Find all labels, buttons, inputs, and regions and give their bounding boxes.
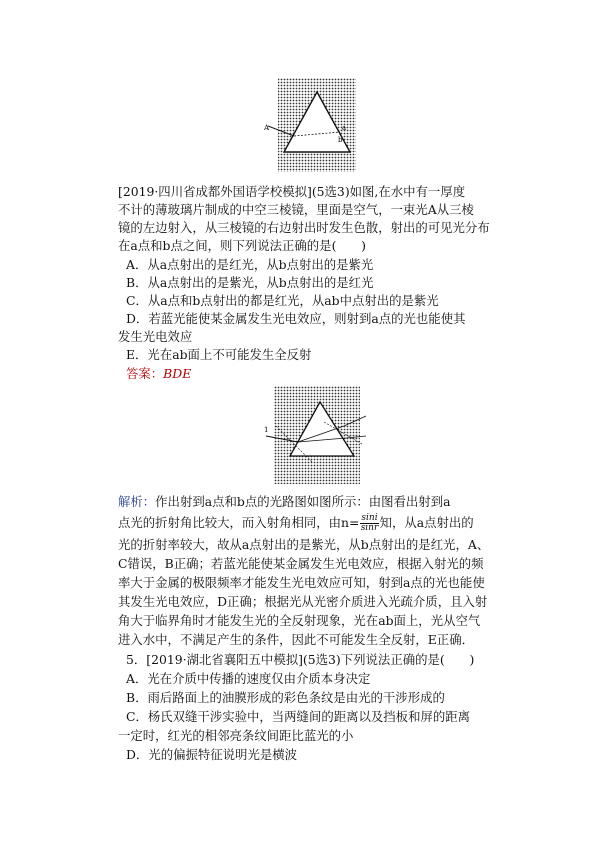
formula-fraction: [360, 514, 378, 533]
analysis-line-5: 率大于金属的极限频率才能发生光电效应可知，射到a点的光也能使: [118, 575, 485, 590]
analysis-line-1: [118, 494, 506, 510]
analysis-line-4: C错误，B正确；若蓝光能使某金属发生光电效应，根据入射光的频: [118, 556, 484, 571]
q5-option-a: A．光在介质中传播的速度仅由介质本身决定: [126, 671, 371, 686]
label-A: A: [264, 124, 270, 132]
answer-label: 答案：: [126, 366, 164, 381]
q4-option-b: B．从a点射出的是紫光，从b点射出的是红光: [126, 275, 374, 290]
q4-answer: [126, 366, 514, 382]
q4-option-e: E．光在ab面上不可能发生全反射: [126, 347, 312, 362]
q5-option-d: D．光的偏振特征说明光是横波: [126, 747, 298, 762]
analysis-line-3: 光的折射率较大，故从a点射出的是紫光，从b点射出的是红光，A、: [118, 537, 490, 552]
analysis-text-2-post: 知，从a点射出的: [379, 515, 474, 530]
analysis-line-7: 角大于临界角时才能发生光的全反射现象，光在ab面上，光从空气: [118, 613, 481, 628]
q5-option-b: B．雨后路面上的油膜形成的彩色条纹是由光的干涉形成的: [126, 690, 445, 705]
q5-stem: 5．[2019·湖北省襄阳五中模拟](5选3)下列说法正确的是( ): [126, 652, 475, 667]
label-b: b: [338, 136, 343, 144]
fraction-denominator: sinr: [360, 523, 379, 533]
prism-figure-1: [262, 78, 372, 182]
q4-option-d-cont: 发生光电效应: [118, 329, 193, 344]
q4-option-d: D．若蓝光能使某金属发生光电效应，则射到a点的光也能使其: [126, 311, 466, 326]
q4-stem-line-2: 不计的薄玻璃片制成的中空三棱镜，里面是空气，一束光A从三棱: [118, 202, 474, 217]
analysis-line-6: 其发生光电效应，D正确；根据光从光密介质进入光疏介质，且入射: [118, 594, 488, 609]
q4-stem-line-3: 镜的左边射入，从三棱镜的右边射出时发生色散，射出的可见光分布: [118, 220, 490, 235]
analysis-text-1: 作出射到a点和b点的光路图如图所示：由图看出射到a: [155, 494, 451, 509]
q4-option-c: C．从a点和b点射出的都是红光，从ab中点射出的是紫光: [126, 293, 439, 308]
analysis-label: 解析：: [118, 494, 156, 509]
q5-option-c-cont: 一定时，红光的相邻亮条纹间距比蓝光的小: [118, 728, 354, 743]
analysis-line-2: [118, 514, 506, 533]
prism-figure-2: [262, 386, 372, 488]
q5-option-c: C．杨氏双缝干涉实验中，当两缝间的距离以及挡板和屏的距离: [126, 709, 471, 724]
label-a: a: [342, 124, 347, 132]
answer-value: BDE: [163, 366, 192, 381]
q4-stem-line-1: [2019·四川省成都外国语学校模拟](5选3)如图,在水中有一厚度: [118, 184, 466, 199]
q4-option-a: A．从a点射出的是红光，从b点射出的是紫光: [126, 257, 374, 272]
analysis-line-8: 进入水中，不满足产生的条件，因此不可能发生全反射，E正确．: [118, 632, 474, 647]
q4-stem-line-4: 在a点和b点之间，则下列说法正确的是( ): [118, 238, 367, 253]
label-1: 1: [264, 426, 269, 434]
analysis-text-2-pre: 点光的折射角比较大，而入射角相同，由n=: [118, 515, 360, 530]
fraction-numerator: sini: [361, 513, 378, 523]
